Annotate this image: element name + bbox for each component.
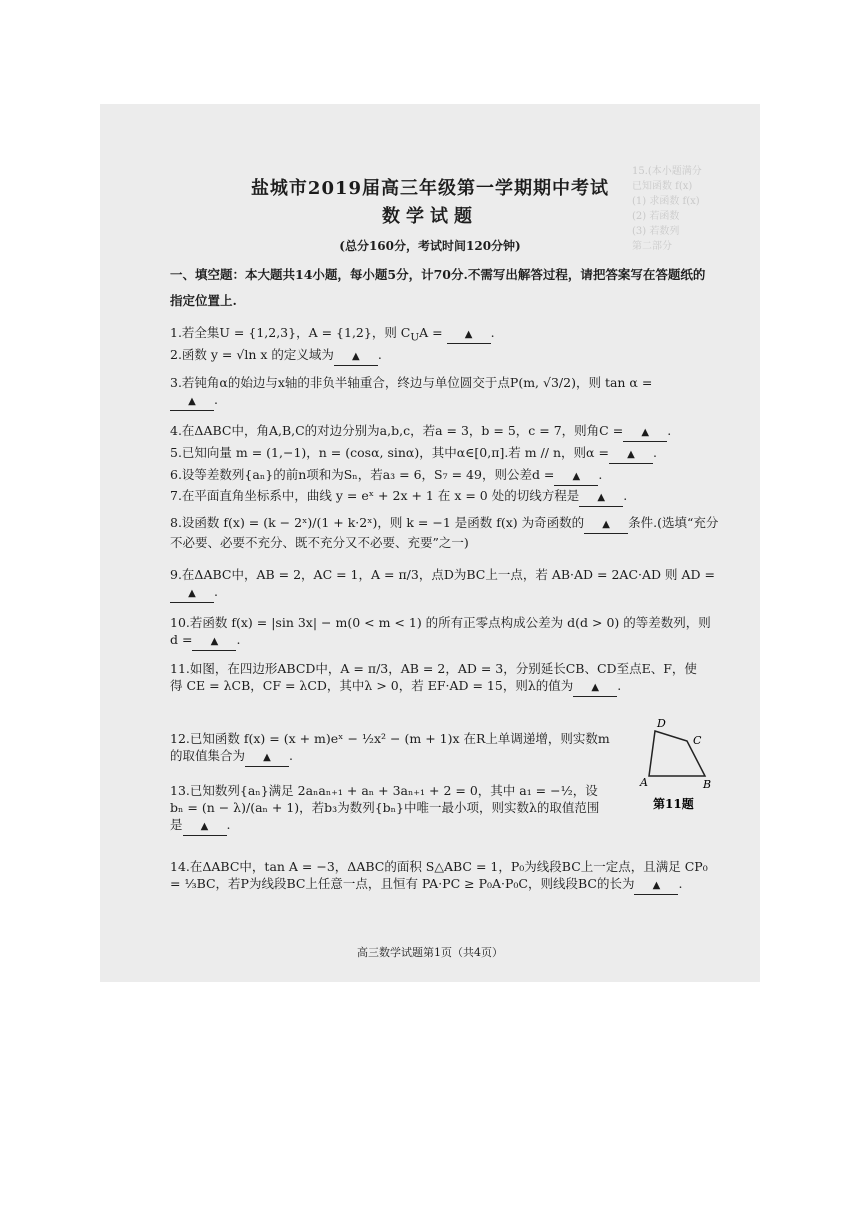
page-footer: 高三数学试题第1页（共4页） <box>357 946 503 959</box>
question-5: 5.已知向量 m = (1,−1)，n = (cosα, sinα)，其中α∈[0,π].若 m // n，则α = ▲ . <box>170 444 720 464</box>
bleed-line: (1) 求函数 f(x) <box>632 196 700 207</box>
answer-blank: ▲ <box>554 468 598 486</box>
exam-subtitle: 数学试题 <box>382 206 478 227</box>
bleed-line: 15.(本小题满分 <box>632 166 702 177</box>
answer-blank: ▲ <box>183 818 227 836</box>
answer-blank: ▲ <box>573 679 617 697</box>
question-14: 14.在ΔABC中，tan A = −3，ΔABC的面积 S△ABC = 1，P₀为线段BC上一定点，且满足 CP₀ = ⅓BC，若P为线段BC上任意一点，且恒有 PA·PC ≥ P₀A·P₀C，则线段BC的长为 ▲ . <box>170 858 720 895</box>
vertex-label-b: B <box>703 778 712 791</box>
question-3: 3.若钝角α的始边与x轴的非负半轴重合，终边与单位圆交于点P(m, √3/2)，则 tan α = ▲ . <box>170 374 720 411</box>
section-heading: 一、填空题：本大题共14小题，每小题5分，计70分.不需写出解答过程，请把答案写在答题纸的指定位置上. <box>170 267 706 308</box>
answer-blank: ▲ <box>334 348 378 366</box>
question-2: 2.函数 y = √ln x 的定义域为 ▲ . <box>170 346 720 366</box>
question-1: 1.若全集U = {1,2,3}，A = {1,2}，则 $C_UA$ = ▲ . <box>170 325 495 344</box>
answer-blank: ▲ <box>170 585 214 603</box>
question-10: 10.若函数 f(x) = |sin 3x| − m(0 < m < 1) 的所有正零点构成公差为 d(d > 0) 的等差数列，则 d = ▲ . <box>170 614 720 651</box>
question-6: 6.设等差数列{aₙ}的前n项和为Sₙ，若a₃ = 6，S₇ = 49，则公差d = ▲ . <box>170 466 720 486</box>
question-12: 12.已知函数 f(x) = (x + m)eˣ − ½x² − (m + 1)x 在R上单调递增，则实数m的取值集合为 ▲ . <box>170 730 610 767</box>
bleed-line: (2) 若函数 <box>632 211 680 222</box>
answer-blank: ▲ <box>609 446 653 464</box>
vertex-label-c: C <box>693 734 702 747</box>
answer-blank: ▲ <box>245 749 289 767</box>
exam-sheet <box>100 104 760 982</box>
exam-info: (总分160分，考试时间120分钟) <box>339 239 521 253</box>
question-4: 4.在ΔABC中，角A,B,C的对边分别为a,b,c，若a = 3，b = 5，c = 7，则角C = ▲ . <box>170 422 720 442</box>
quadrilateral-figure <box>635 716 725 828</box>
answer-blank: ▲ <box>447 326 491 344</box>
answer-blank: ▲ <box>170 393 214 411</box>
answer-blank: ▲ <box>634 877 678 895</box>
answer-blank: ▲ <box>579 489 623 507</box>
vertex-label-a: A <box>640 776 648 789</box>
question-13: 13.已知数列{aₙ}满足 2aₙaₙ₊₁ + aₙ + 3aₙ₊₁ + 2 = 0，其中 a₁ = −½，设 bₙ = (n − λ)/(aₙ + 1)，若b₃为数列{bₙ}中唯一最小项，则实数λ的取值范围是 ▲ . <box>170 782 610 836</box>
question-11: 11.如图，在四边形ABCD中，A = π/3，AB = 2，AD = 3，分别延长CB、CD至点E、F，使得 CE = λCB，CF = λCD，其中λ > 0，若 EF·AD = 15，则λ的值为 ▲ . <box>170 660 700 697</box>
question-7: 7.在平面直角坐标系中，曲线 y = eˣ + 2x + 1 在 x = 0 处的切线方程是 ▲ . <box>170 487 720 507</box>
answer-blank: ▲ <box>192 633 236 651</box>
answer-blank: ▲ <box>623 424 667 442</box>
vertex-label-d: D <box>657 717 666 730</box>
bleed-line: 第二部分 <box>632 241 672 252</box>
bleed-line: 已知函数 f(x) <box>632 181 693 192</box>
figure-caption: 第11题 <box>653 797 694 811</box>
answer-blank: ▲ <box>584 516 628 534</box>
question-8: 8.设函数 f(x) = (k − 2ˣ)/(1 + k·2ˣ)，则 k = −1 是函数 f(x) 为奇函数的 ▲ 条件.(选填“充分不必要、必要不充分、既不充分又不必要、充要”之一) <box>170 515 719 550</box>
exam-title: 盐城市2019届高三年级第一学期期中考试 <box>250 178 610 199</box>
question-9: 9.在ΔABC中，AB = 2，AC = 1，A = π/3，点D为BC上一点，若 AB·AD = 2AC·AD 则 AD =▲ . <box>170 566 720 603</box>
bleed-line: (3) 若数列 <box>632 226 680 237</box>
